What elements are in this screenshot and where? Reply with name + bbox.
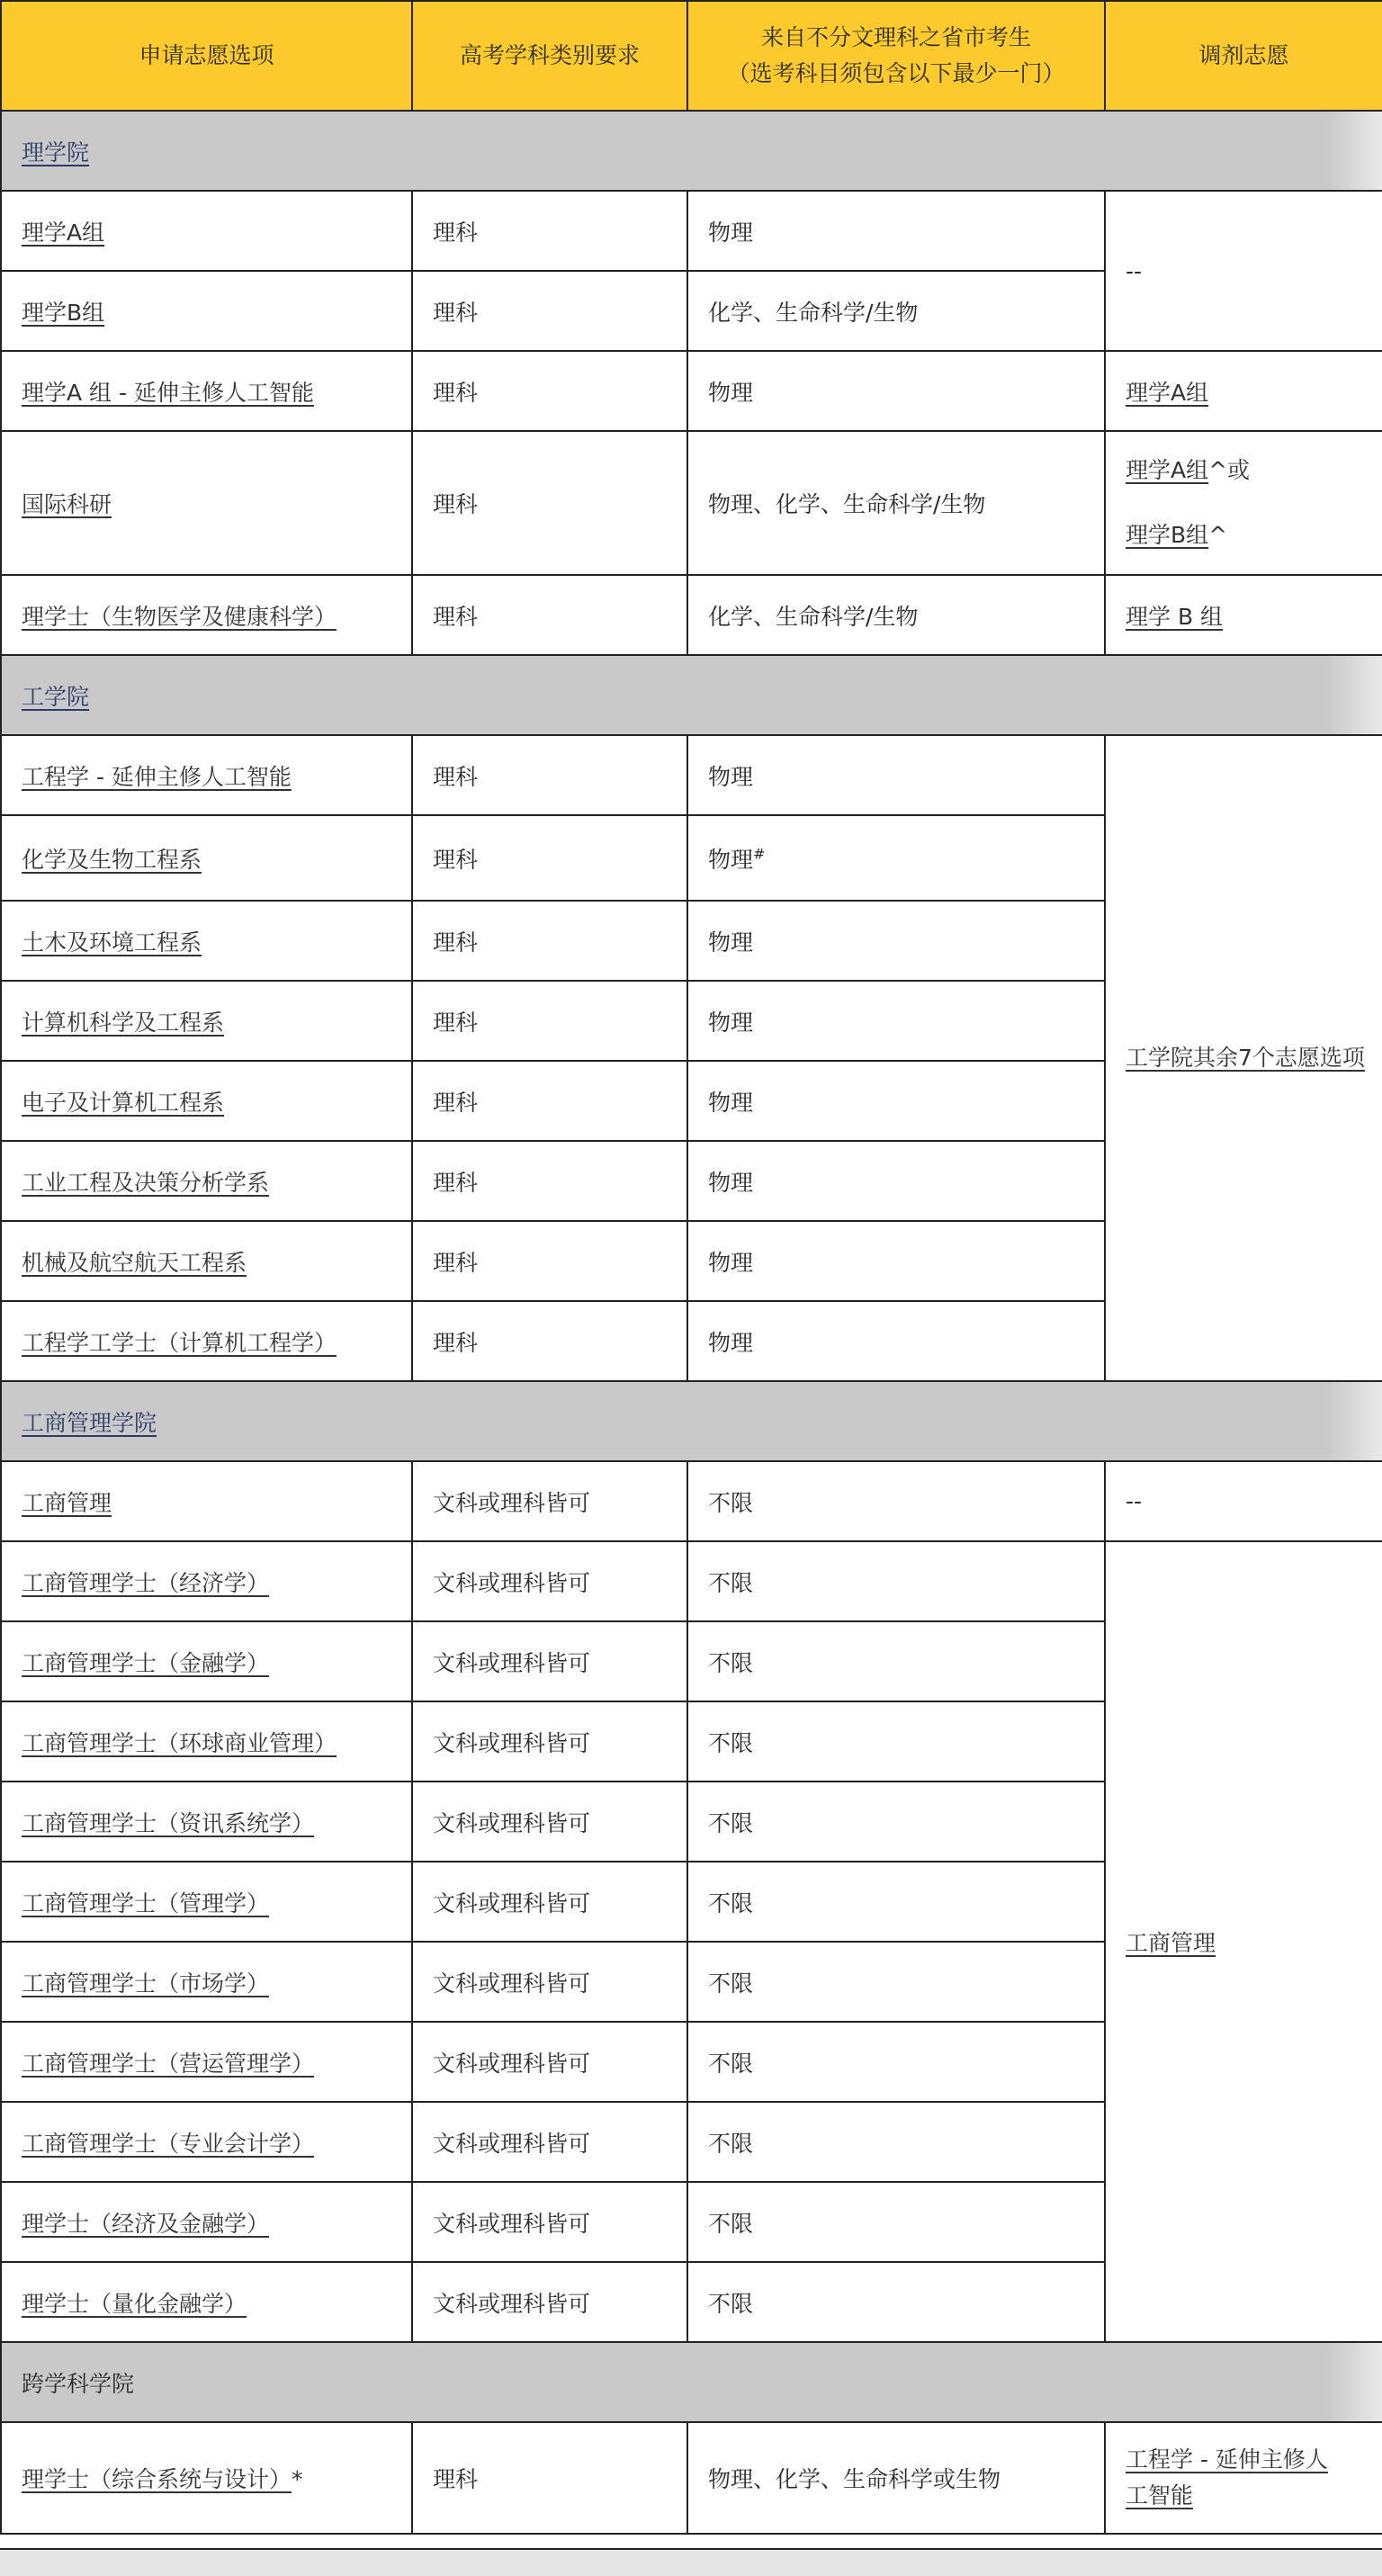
- stream-cell: 理科: [412, 1141, 687, 1221]
- table-row: [1, 735, 1382, 815]
- section-row-engineering: [1, 655, 1382, 735]
- header-subjects-line2: （选考科目须包含以下最少一门）: [727, 60, 1065, 86]
- subjects-cell: 物理、化学、生命科学或生物: [687, 2422, 1105, 2534]
- program-link[interactable]: 理学士（生物医学及健康科学）: [22, 603, 337, 630]
- stream-cell: 理科: [412, 271, 687, 351]
- subjects-cell: 不限: [687, 1942, 1105, 2022]
- program-link[interactable]: 工商管理学士（经济学）: [22, 1569, 270, 1596]
- table-row: [1, 575, 1382, 655]
- table-header-row: [1, 1, 1382, 111]
- stream-cell: 理科: [412, 2422, 687, 2534]
- stream-cell: 理科: [412, 981, 687, 1061]
- alternative-cell: --: [1105, 191, 1382, 351]
- alternative-link[interactable]: 理学A组: [1126, 379, 1209, 406]
- stream-cell: 文科或理科皆可: [412, 1541, 687, 1621]
- table-row: [1, 431, 1382, 575]
- program-link[interactable]: 工商管理学士（金融学）: [22, 1649, 270, 1676]
- subjects-cell: 物理: [687, 901, 1105, 981]
- subjects-cell: 不限: [687, 1541, 1105, 1621]
- header-subjects: [687, 1, 1105, 111]
- program-link[interactable]: 工商管理学士（环球商业管理）: [22, 1729, 337, 1756]
- stream-cell: 理科: [412, 735, 687, 815]
- alternative-suffix: ^: [1208, 522, 1228, 548]
- subjects-cell: 物理: [687, 1061, 1105, 1141]
- subjects-cell: 化学、生命科学/生物: [687, 271, 1105, 351]
- stream-cell: 理科: [412, 351, 687, 431]
- stream-cell: 文科或理科皆可: [412, 2102, 687, 2182]
- subjects-cell: 不限: [687, 2022, 1105, 2102]
- stream-cell: 理科: [412, 901, 687, 981]
- program-link[interactable]: 电子及计算机工程系: [22, 1089, 225, 1116]
- subjects-cell: 物理: [687, 1221, 1105, 1301]
- table-row: [1, 191, 1382, 271]
- subjects-cell: 化学、生命科学/生物: [687, 575, 1105, 655]
- section-link-science[interactable]: 理学院: [22, 139, 90, 166]
- stream-cell: 文科或理科皆可: [412, 1461, 687, 1541]
- program-link[interactable]: 工程学工学士（计算机工程学）: [22, 1329, 337, 1356]
- alternative-link[interactable]: [1126, 2446, 1328, 2509]
- header-stream: 高考学科类别要求: [412, 1, 687, 111]
- program-link[interactable]: 机械及航空航天工程系: [22, 1249, 247, 1276]
- subjects-cell: 物理: [687, 735, 1105, 815]
- subjects-cell: 不限: [687, 2182, 1105, 2262]
- subjects-cell: 不限: [687, 1621, 1105, 1701]
- subjects-cell: 物理: [687, 1141, 1105, 1221]
- section-title-interdisciplinary: 跨学科学院: [1, 2342, 1382, 2422]
- program-link[interactable]: 工业工程及决策分析学系: [22, 1169, 270, 1196]
- subjects-cell: 物理: [687, 191, 1105, 271]
- table-row: [1, 1541, 1382, 1621]
- section-row-interdisciplinary: [1, 2342, 1382, 2422]
- stream-cell: 理科: [412, 431, 687, 575]
- subjects-cell: 物理、化学、生命科学/生物: [687, 431, 1105, 575]
- program-link[interactable]: 工商管理学士（专业会计学）: [22, 2130, 315, 2157]
- stream-cell: 理科: [412, 575, 687, 655]
- footnote-mark: *: [292, 2466, 303, 2492]
- stream-cell: 文科或理科皆可: [412, 1942, 687, 2022]
- program-link[interactable]: 理学B组: [22, 299, 105, 326]
- alternative-link[interactable]: 理学B组: [1126, 522, 1209, 548]
- program-link[interactable]: 计算机科学及工程系: [22, 1009, 225, 1036]
- program-link[interactable]: 理学士（经济及金融学）: [22, 2210, 270, 2237]
- section-link-business[interactable]: 工商管理学院: [22, 1409, 157, 1436]
- stream-cell: 理科: [412, 1061, 687, 1141]
- stream-cell: 理科: [412, 1221, 687, 1301]
- alternative-link[interactable]: 理学 B 组: [1126, 603, 1224, 630]
- program-link[interactable]: 化学及生物工程系: [22, 846, 202, 873]
- program-link[interactable]: 工商管理学士（营运管理学）: [22, 2050, 315, 2077]
- alternative-link[interactable]: 工商管理: [1126, 1930, 1216, 1956]
- header-alternative: 调剂志愿: [1105, 1, 1382, 111]
- program-link[interactable]: 理学士（综合系统与设计）: [22, 2466, 292, 2492]
- table-continuation-strip: [0, 2548, 1382, 2576]
- program-link[interactable]: 土木及环境工程系: [22, 929, 202, 956]
- subjects-cell: 不限: [687, 1782, 1105, 1862]
- stream-cell: 文科或理科皆可: [412, 2022, 687, 2102]
- subjects-cell: 不限: [687, 1862, 1105, 1942]
- table-row: [1, 351, 1382, 431]
- section-link-engineering[interactable]: 工学院: [22, 683, 90, 710]
- program-link[interactable]: 工程学 - 延伸主修人工智能: [22, 763, 292, 790]
- stream-cell: 文科或理科皆可: [412, 1621, 687, 1701]
- subjects-cell: 不限: [687, 2262, 1105, 2342]
- program-link[interactable]: 理学A 组 - 延伸主修人工智能: [22, 379, 314, 406]
- stream-cell: 文科或理科皆可: [412, 1782, 687, 1862]
- program-link[interactable]: 工商管理: [22, 1489, 112, 1516]
- stream-cell: 文科或理科皆可: [412, 1701, 687, 1782]
- subjects-cell: 物理: [687, 1301, 1105, 1381]
- subjects-cell: 不限: [687, 2102, 1105, 2182]
- alternative-line2: 工智能: [1126, 2482, 1194, 2509]
- stream-cell: 理科: [412, 191, 687, 271]
- footnote-mark: #: [753, 845, 766, 863]
- stream-cell: 理科: [412, 815, 687, 901]
- alternative-suffix: ^或: [1208, 457, 1251, 483]
- alternative-link[interactable]: 理学A组: [1126, 457, 1209, 483]
- program-link[interactable]: 工商管理学士（管理学）: [22, 1889, 270, 1916]
- table-row: [1, 1461, 1382, 1541]
- alternative-cell: --: [1105, 1461, 1382, 1541]
- program-link[interactable]: 工商管理学士（资讯系统学）: [22, 1809, 315, 1836]
- alternative-line: [1126, 517, 1382, 553]
- stream-cell: 文科或理科皆可: [412, 1862, 687, 1942]
- subjects-cell: 不限: [687, 1701, 1105, 1782]
- subjects-cell: 物理: [687, 351, 1105, 431]
- section-row-science: [1, 111, 1382, 191]
- stream-cell: 文科或理科皆可: [412, 2182, 687, 2262]
- header-program: 申请志愿选项: [1, 1, 412, 111]
- stream-cell: 理科: [412, 1301, 687, 1381]
- section-row-business: [1, 1381, 1382, 1461]
- alternative-line: [1126, 453, 1382, 489]
- subjects-cell: 不限: [687, 1461, 1105, 1541]
- subjects-cell: [687, 815, 1105, 901]
- program-link[interactable]: 工商管理学士（市场学）: [22, 1970, 270, 1997]
- stream-cell: 文科或理科皆可: [412, 2262, 687, 2342]
- program-link[interactable]: 理学士（量化金融学）: [22, 2290, 247, 2317]
- subjects-cell: 物理: [687, 981, 1105, 1061]
- header-subjects-line1: 来自不分文理科之省市考生: [760, 24, 1031, 50]
- alternative-link[interactable]: 工学院其余7个志愿选项: [1126, 1045, 1365, 1071]
- table-row: [1, 2422, 1382, 2534]
- subjects-text: 物理: [708, 846, 754, 873]
- alternative-line1: 工程学 - 延伸主修人: [1126, 2446, 1328, 2473]
- program-link[interactable]: 国际科研: [22, 491, 112, 517]
- program-link[interactable]: 理学A组: [22, 219, 105, 246]
